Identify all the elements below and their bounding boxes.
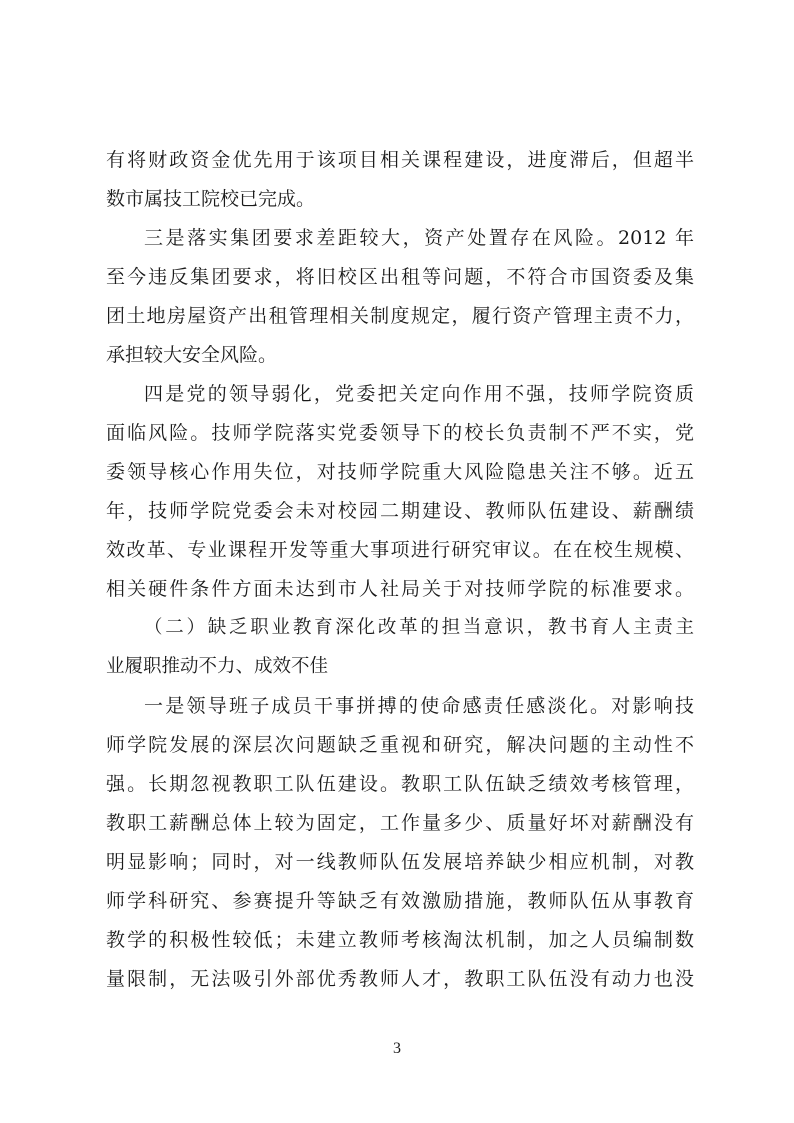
text-line: 承担较大安全风险。 — [106, 344, 278, 366]
text-line: 教职工薪酬总体上较为固定，工作量多少、质量好坏对薪酬没有 — [106, 812, 694, 834]
text-line: 年，技师学院党委会未对校园二期建设、教师队伍建设、薪酬绩 — [106, 500, 694, 522]
text-line: 团土地房屋资产出租管理相关制度规定，履行资产管理主责不力， — [106, 305, 694, 327]
text-line: 量限制，无法吸引外部优秀教师人才，教职工队伍没有动力也没 — [106, 968, 694, 990]
paragraph-first-line: 三是落实集团要求差距较大，资产处置存在风险。2012 年 — [144, 227, 694, 249]
text-line: 至今违反集团要求，将旧校区出租等问题，不符合市国资委及集 — [106, 266, 694, 288]
text-line: 委领导核心作用失位，对技师学院重大风险隐患关注不够。近五 — [106, 461, 694, 483]
paragraph-first-line: 四是党的领导弱化，党委把关定向作用不强，技师学院资质 — [144, 383, 694, 405]
text-line: 师学院发展的深层次问题缺乏重视和研究，解决问题的主动性不 — [106, 734, 694, 756]
text-line: 面临风险。技师学院落实党委领导下的校长负责制不严不实，党 — [106, 422, 694, 444]
page-number: 3 — [393, 1040, 401, 1057]
section-heading: （二）缺乏职业教育深化改革的担当意识，教书育人主责主 — [144, 617, 694, 638]
text-line: 效改革、专业课程开发等重大事项进行研究审议。在在校生规模、 — [106, 539, 694, 561]
text-line: 强。长期忽视教职工队伍建设。教职工队伍缺乏绩效考核管理， — [106, 773, 694, 795]
text-line: 教学的积极性较低；未建立教师考核淘汰机制，加之人员编制数 — [106, 929, 694, 951]
text-line: 师学科研究、参赛提升等缺乏有效激励措施，教师队伍从事教育 — [106, 890, 694, 912]
text-line: 明显影响；同时，对一线教师队伍发展培养缺少相应机制，对教 — [106, 851, 694, 873]
text-line: 有将财政资金优先用于该项目相关课程建设，进度滞后，但超半 — [106, 149, 694, 171]
section-heading-continued: 业履职推动不力、成效不佳 — [106, 656, 329, 677]
text-line: 数市属技工院校已完成。 — [106, 188, 316, 210]
text-line: 相关硬件条件方面未达到市人社局关于对技师学院的标准要求。 — [106, 578, 694, 600]
paragraph-first-line: 一是领导班子成员干事拼搏的使命感责任感淡化。对影响技 — [144, 695, 694, 717]
